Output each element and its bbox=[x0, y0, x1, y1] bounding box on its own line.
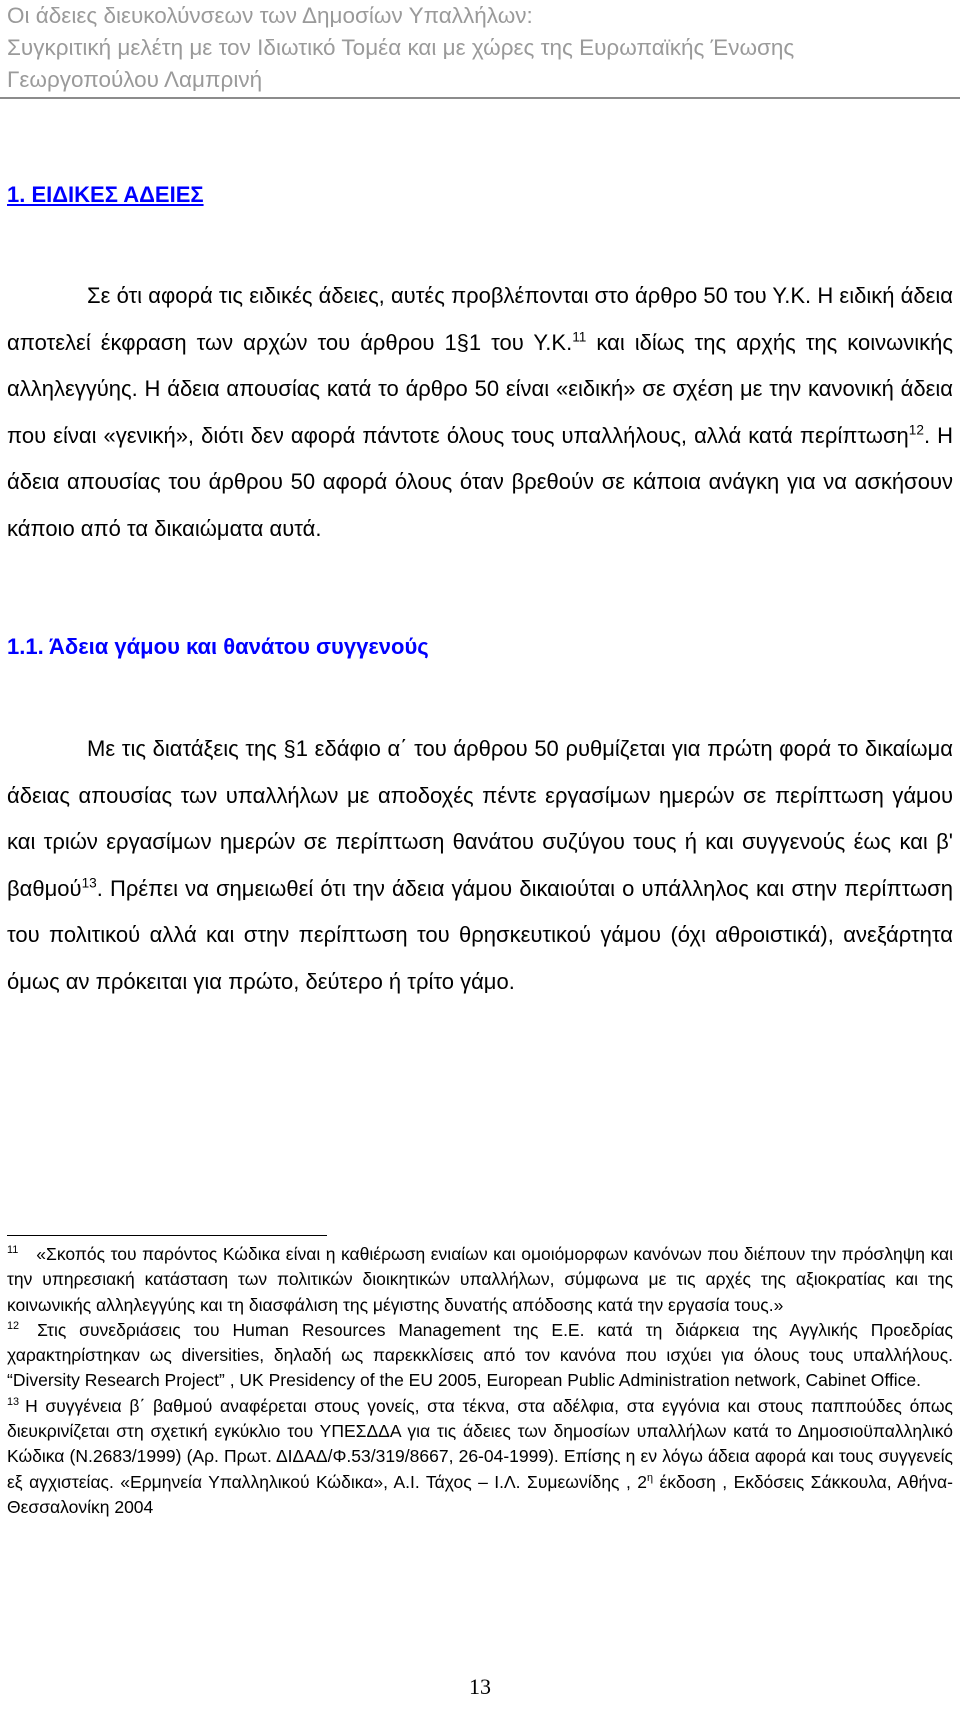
header-title-line2: Συγκριτική μελέτη με τον Ιδιωτικό Τομέα και με χώρες της Ευρωπαϊκής Ένωσης bbox=[7, 35, 795, 60]
footnote-text: Στις συνεδριάσεις του Human Resources Management της Ε.Ε. κατά τη διάρκεια της Αγγλικής Προεδρίας χαρακτηρίστηκαν ως diversities, δηλαδή ως παρεκκλίσεις από τον κανόνα που ισχύει για όλους τους υπαλλήλους. “Diversity Research Project” , UK Presidency of the EU 2005, European Public Administration network, Cabinet Office. bbox=[7, 1319, 953, 1391]
footnote-text: έκδοση , Εκδόσεις Σάκκουλα, Αθήνα-Θεσσαλονίκη 2004 bbox=[7, 1471, 953, 1517]
footnotes bbox=[7, 1242, 953, 1520]
footnote-11 bbox=[7, 1242, 953, 1318]
body-paragraph-1 bbox=[7, 273, 953, 552]
running-header bbox=[7, 0, 955, 96]
header-author: Γεωργοπούλου Λαμπρινή bbox=[7, 67, 263, 92]
paragraph-text: Σε ότι αφορά τις ειδικές άδειες, αυτές προβλέπονται στο άρθρο 50 του Υ.Κ. Η ειδική άδεια αποτελεί έκφραση των αρχών του άρθρου 1§1 του Υ.Κ. bbox=[7, 283, 953, 355]
footnote-text: Η συγγένεια β΄ βαθμού αναφέρεται στους γονείς, στα τέκνα, στα αδέλφια, στα εγγόνια και στους παππούδες όπως διευκρινίζεται στη σχετική εγκύκλιο του ΥΠΕΣΔΔΑ για τις άδειες των δημοσίων υπαλλήλων κατά το Δημοσιοϋπαλληλικό Κώδικα (Ν.2683/1999) (Αρ. Πρωτ. ΔΙΔΑΔ/Φ.53/319/8667, 26-04-1999). Επίσης η εν λόγω άδεια αφορά και τους συγγενείς εξ αγχιστείας. «Ερμηνεία Υπαλληλικού Κώδικα», Α.Ι. Τάχος – Ι.Λ. Συμεωνίδης , 2 bbox=[7, 1395, 953, 1492]
footnote-12 bbox=[7, 1318, 953, 1394]
footnote-separator bbox=[7, 1235, 327, 1236]
paragraph-text: . Η άδεια απουσίας του άρθρου 50 αφορά όλους όταν βρεθούν σε κάποια ανάγκη για να ασκήσουν κάποιο από τα δικαιώματα αυτά. bbox=[7, 422, 953, 541]
section-heading: 1. ΕΙΔΙΚΕΣ ΑΔΕΙΕΣ bbox=[7, 182, 204, 207]
page-number: 13 bbox=[469, 1674, 491, 1699]
footnote-number: 12 bbox=[7, 1320, 20, 1333]
footnote-number: 13 bbox=[7, 1395, 20, 1408]
subsection-heading: 1.1. Άδεια γάμου και θανάτου συγγενούς bbox=[7, 634, 429, 659]
footnote-ref-11[interactable]: 11 bbox=[572, 329, 587, 345]
paragraph-text: Με τις διατάξεις της §1 εδάφιο α΄ του άρθρου 50 ρυθμίζεται για πρώτη φορά το δικαίωμα άδειας απουσίας των υπαλλήλων με αποδοχές πέντε εργασίμων ημερών σε περίπτωση γάμου και τριών εργασίμων ημερών σε περίπτωση θανάτου συζύγου τους ή και συγγενούς έως και β' βαθμού bbox=[7, 736, 953, 901]
footnote-ref-12[interactable]: 12 bbox=[908, 422, 924, 438]
edition-superscript: η bbox=[647, 1471, 654, 1484]
header-title-line1: Οι άδειες διευκολύνσεων των Δημοσίων Υπαλλήλων: bbox=[7, 3, 533, 28]
footnote-number: 11 bbox=[7, 1244, 19, 1257]
header-divider bbox=[0, 97, 960, 99]
footnote-text: «Σκοπός του παρόντος Κώδικα είναι η καθιέρωση ενιαίων και ομοιόμορφων κανόνων που διέπουν την πρόσληψη και την υπηρεσιακή κατάσταση των πολιτικών διοικητικών υπαλλήλων, σύμφωνα με τις αρχές της αξιοκρατίας και της κοινωνικής αλληλεγγύης και τη διασφάλιση της μέγιστης δυνατής απόδοσης κατά την εργασία τους.» bbox=[7, 1244, 953, 1315]
paragraph-text: . Πρέπει να σημειωθεί ότι την άδεια γάμου δικαιούται ο υπάλληλος και στην περίπτωση του πολιτικού αλλά και στην περίπτωση του θρησκευτικού γάμου (όχι αθροιστικά), ανεξάρτητα όμως αν πρόκειται για πρώτο, δεύτερο ή τρίτο γάμο. bbox=[7, 875, 953, 994]
footnote-ref-13[interactable]: 13 bbox=[81, 875, 97, 891]
paragraph-text: και ιδίως της αρχής της κοινωνικής αλληλεγγύης. Η άδεια απουσίας κατά το άρθρο 50 είναι «ειδική» σε σχέση με την κανονική άδεια που είναι «γενική», διότι δεν αφορά πάντοτε όλους τους υπαλλήλους, αλλά κατά περίπτωση bbox=[7, 329, 954, 448]
footnote-13 bbox=[7, 1394, 953, 1520]
body-paragraph-2 bbox=[7, 726, 953, 1005]
